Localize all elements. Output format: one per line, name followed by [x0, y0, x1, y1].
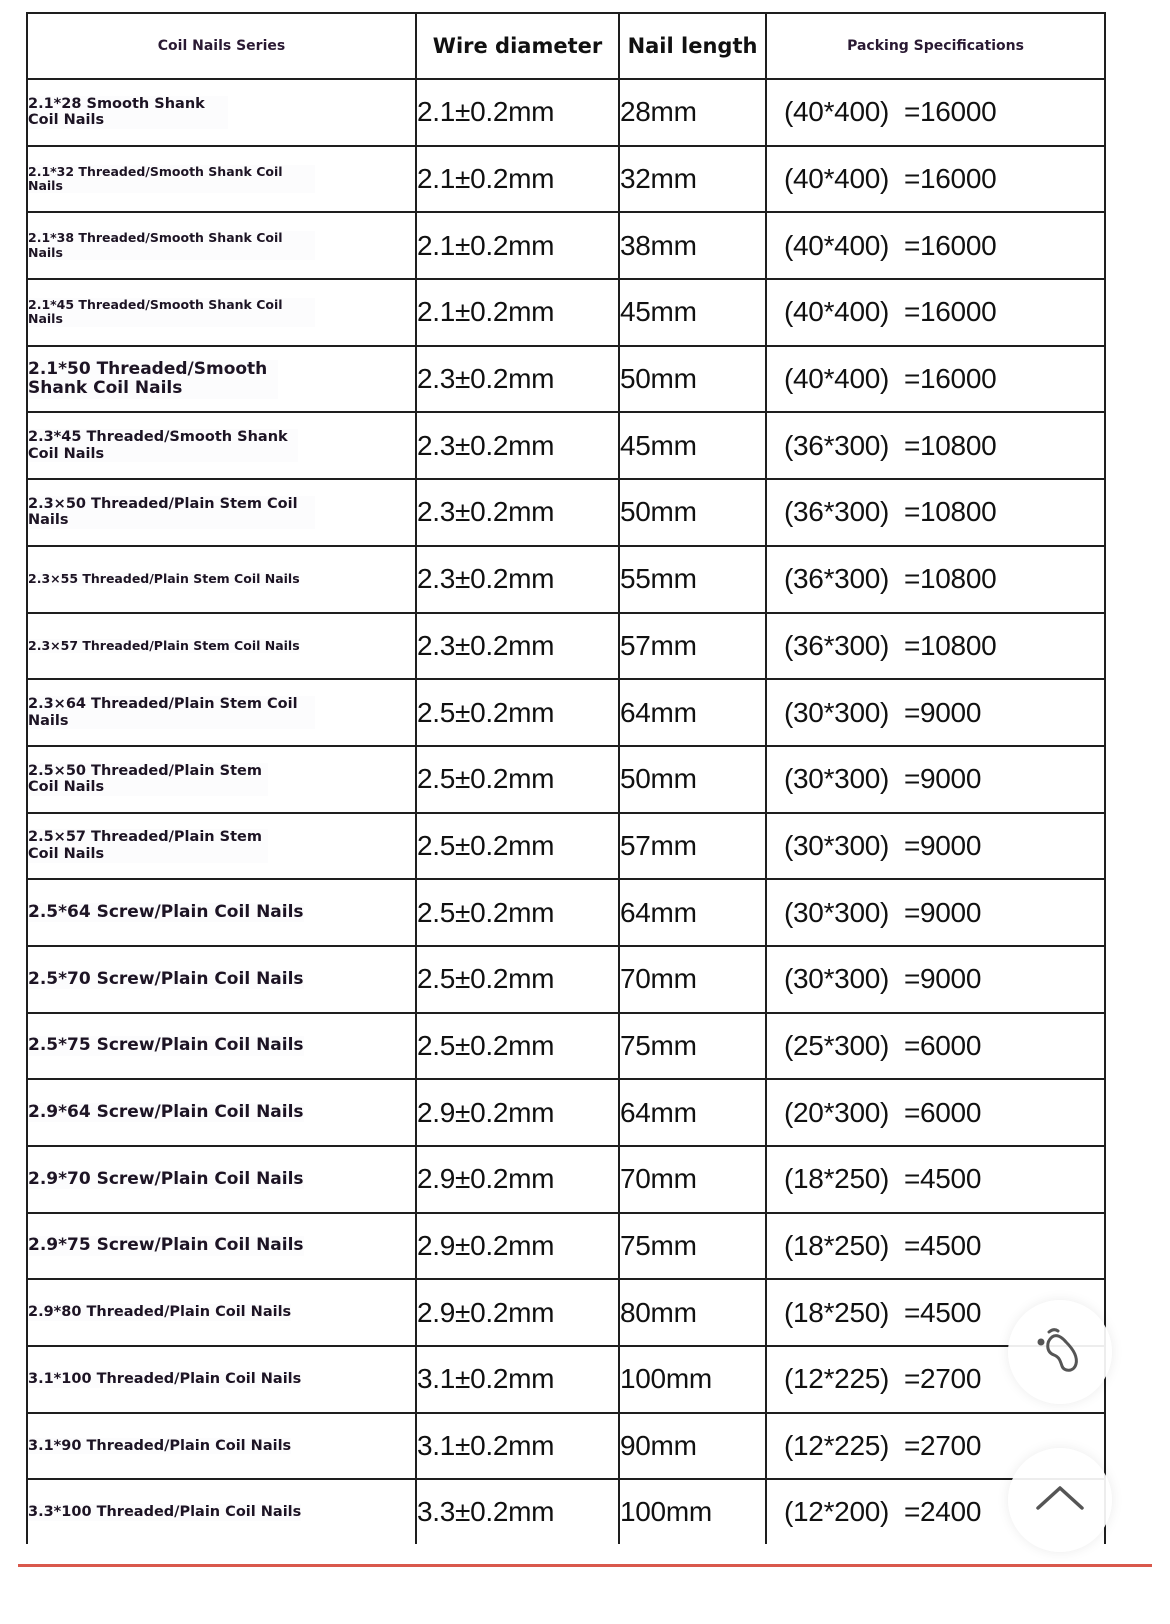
coil-nails-spec-table [26, 12, 1106, 1544]
wire-diameter-cell: 2.5±0.2mm [416, 946, 619, 1013]
series-name-cell [27, 212, 416, 279]
wire-diameter-cell: 2.9±0.2mm [416, 1146, 619, 1213]
series-name: 3.1*100 Threaded/Plain Coil Nails [28, 1371, 302, 1388]
header-packing: Packing Specifications [766, 13, 1105, 79]
packing-cell: (40*400) =16000 [766, 79, 1105, 146]
nail-length-cell: 100mm [619, 1346, 766, 1413]
series-name-cell [27, 479, 416, 546]
table-row [27, 479, 1105, 546]
nail-length-cell: 38mm [619, 212, 766, 279]
series-name-cell [27, 546, 416, 613]
wire-diameter-cell: 2.3±0.2mm [416, 479, 619, 546]
series-name: 2.9*64 Screw/Plain Coil Nails [28, 1101, 304, 1122]
wire-diameter-cell: 2.5±0.2mm [416, 679, 619, 746]
packing-cell: (12*225) =2700 [766, 1346, 1105, 1413]
nail-length-cell: 64mm [619, 679, 766, 746]
table-row [27, 946, 1105, 1013]
series-name: 2.3×57 Threaded/Plain Stem Coil Nails [28, 637, 300, 653]
packing-cell: (18*250) =4500 [766, 1213, 1105, 1280]
series-name: 2.9*75 Screw/Plain Coil Nails [28, 1235, 304, 1256]
packing-cell: (12*225) =2700 [766, 1413, 1105, 1480]
series-name-cell [27, 1413, 416, 1480]
nail-length-cell: 64mm [619, 1079, 766, 1146]
packing-cell: (40*400) =16000 [766, 146, 1105, 213]
packing-cell: (30*300) =9000 [766, 813, 1105, 880]
wire-diameter-cell: 3.1±0.2mm [416, 1413, 619, 1480]
wire-diameter-cell: 3.1±0.2mm [416, 1346, 619, 1413]
series-name: 2.1*45 Threaded/Smooth Shank Coil Nails [28, 298, 315, 327]
nail-length-cell: 45mm [619, 279, 766, 346]
packing-cell: (12*200) =2400 [766, 1479, 1105, 1544]
packing-cell: (25*300) =6000 [766, 1013, 1105, 1080]
packing-cell: (36*300) =10800 [766, 479, 1105, 546]
series-name: 2.3×50 Threaded/Plain Stem Coil Nails [28, 496, 315, 529]
nail-length-cell: 70mm [619, 1146, 766, 1213]
table-row [27, 813, 1105, 880]
wire-diameter-cell: 2.1±0.2mm [416, 212, 619, 279]
series-name: 2.1*50 Threaded/Smooth Shank Coil Nails [28, 360, 278, 399]
series-name-cell [27, 1279, 416, 1346]
series-name: 2.5*70 Screw/Plain Coil Nails [28, 968, 304, 989]
table-row [27, 279, 1105, 346]
series-name: 2.9*70 Screw/Plain Coil Nails [28, 1168, 304, 1189]
series-name-cell [27, 879, 416, 946]
wire-diameter-cell: 3.3±0.2mm [416, 1479, 619, 1544]
table-row [27, 146, 1105, 213]
series-name-cell [27, 613, 416, 680]
series-name-cell [27, 346, 416, 413]
footprint-button[interactable] [1008, 1300, 1112, 1404]
back-to-top-button[interactable] [1008, 1448, 1112, 1552]
wire-diameter-cell: 2.5±0.2mm [416, 813, 619, 880]
table-row [27, 679, 1105, 746]
wire-diameter-cell: 2.3±0.2mm [416, 412, 619, 479]
table-row [27, 346, 1105, 413]
series-name: 2.5×57 Threaded/Plain Stem Coil Nails [28, 829, 268, 862]
nail-length-cell: 55mm [619, 546, 766, 613]
packing-cell: (36*300) =10800 [766, 412, 1105, 479]
wire-diameter-cell: 2.9±0.2mm [416, 1279, 619, 1346]
series-name: 2.3*45 Threaded/Smooth Shank Coil Nails [28, 429, 298, 462]
nail-length-cell: 75mm [619, 1013, 766, 1080]
packing-cell: (20*300) =6000 [766, 1079, 1105, 1146]
table-row [27, 1346, 1105, 1413]
bottom-divider [18, 1564, 1152, 1567]
packing-cell: (36*300) =10800 [766, 613, 1105, 680]
series-name: 2.1*32 Threaded/Smooth Shank Coil Nails [28, 165, 315, 194]
table-row [27, 1479, 1105, 1544]
nail-length-cell: 70mm [619, 946, 766, 1013]
series-name: 2.1*38 Threaded/Smooth Shank Coil Nails [28, 231, 315, 260]
packing-cell: (36*300) =10800 [766, 546, 1105, 613]
series-name-cell [27, 412, 416, 479]
series-name-cell [27, 279, 416, 346]
series-name: 2.5*75 Screw/Plain Coil Nails [28, 1035, 304, 1056]
table-body [27, 79, 1105, 1544]
series-name-cell [27, 679, 416, 746]
series-name-cell [27, 1346, 416, 1413]
series-name-cell [27, 1146, 416, 1213]
series-name-cell [27, 813, 416, 880]
packing-cell: (40*400) =16000 [766, 279, 1105, 346]
nail-length-cell: 28mm [619, 79, 766, 146]
series-name-cell [27, 746, 416, 813]
series-name: 2.1*28 Smooth Shank Coil Nails [28, 96, 228, 129]
table-row [27, 546, 1105, 613]
packing-cell: (30*300) =9000 [766, 946, 1105, 1013]
table-row [27, 212, 1105, 279]
wire-diameter-cell: 2.3±0.2mm [416, 613, 619, 680]
series-name-cell [27, 1079, 416, 1146]
footprint-icon [1032, 1322, 1088, 1383]
nail-length-cell: 50mm [619, 479, 766, 546]
table-row [27, 1013, 1105, 1080]
nail-length-cell: 90mm [619, 1413, 766, 1480]
series-name: 2.3×55 Threaded/Plain Stem Coil Nails [28, 570, 300, 586]
header-wire-diameter: Wire diameter [416, 13, 619, 79]
wire-diameter-cell: 2.9±0.2mm [416, 1213, 619, 1280]
wire-diameter-cell: 2.1±0.2mm [416, 146, 619, 213]
packing-cell: (40*400) =16000 [766, 346, 1105, 413]
wire-diameter-cell: 2.1±0.2mm [416, 79, 619, 146]
nail-length-cell: 50mm [619, 346, 766, 413]
wire-diameter-cell: 2.3±0.2mm [416, 346, 619, 413]
chevron-up-icon [1032, 1478, 1088, 1523]
wire-diameter-cell: 2.5±0.2mm [416, 879, 619, 946]
table-row [27, 879, 1105, 946]
series-name: 2.5*64 Screw/Plain Coil Nails [28, 901, 304, 922]
wire-diameter-cell: 2.1±0.2mm [416, 279, 619, 346]
series-name-cell [27, 79, 416, 146]
nail-length-cell: 45mm [619, 412, 766, 479]
header-series: Coil Nails Series [27, 13, 416, 79]
packing-cell: (30*300) =9000 [766, 879, 1105, 946]
packing-cell: (30*300) =9000 [766, 746, 1105, 813]
wire-diameter-cell: 2.3±0.2mm [416, 546, 619, 613]
series-name-cell [27, 1213, 416, 1280]
table-row [27, 613, 1105, 680]
table-row [27, 79, 1105, 146]
packing-cell: (18*250) =4500 [766, 1146, 1105, 1213]
table-row [27, 1079, 1105, 1146]
table-row [27, 746, 1105, 813]
nail-length-cell: 32mm [619, 146, 766, 213]
packing-cell: (30*300) =9000 [766, 679, 1105, 746]
header-nail-length: Nail length [619, 13, 766, 79]
series-name-cell [27, 1479, 416, 1544]
table-row [27, 1213, 1105, 1280]
nail-length-cell: 57mm [619, 613, 766, 680]
nail-length-cell: 50mm [619, 746, 766, 813]
table-row [27, 412, 1105, 479]
nail-length-cell: 75mm [619, 1213, 766, 1280]
nail-length-cell: 57mm [619, 813, 766, 880]
wire-diameter-cell: 2.9±0.2mm [416, 1079, 619, 1146]
nail-length-cell: 80mm [619, 1279, 766, 1346]
series-name: 3.3*100 Threaded/Plain Coil Nails [28, 1504, 302, 1521]
table-row [27, 1413, 1105, 1480]
series-name: 2.3×64 Threaded/Plain Stem Coil Nails [28, 696, 315, 729]
wire-diameter-cell: 2.5±0.2mm [416, 746, 619, 813]
series-name: 2.9*80 Threaded/Plain Coil Nails [28, 1304, 292, 1321]
series-name-cell [27, 946, 416, 1013]
table-row [27, 1146, 1105, 1213]
packing-cell: (18*250) =4500 [766, 1279, 1105, 1346]
series-name: 2.5×50 Threaded/Plain Stem Coil Nails [28, 763, 268, 796]
series-name-cell [27, 146, 416, 213]
table-header-row [27, 13, 1105, 79]
wire-diameter-cell: 2.5±0.2mm [416, 1013, 619, 1080]
series-name-cell [27, 1013, 416, 1080]
packing-cell: (40*400) =16000 [766, 212, 1105, 279]
table-row [27, 1279, 1105, 1346]
nail-length-cell: 100mm [619, 1479, 766, 1544]
nail-length-cell: 64mm [619, 879, 766, 946]
series-name: 3.1*90 Threaded/Plain Coil Nails [28, 1437, 292, 1454]
